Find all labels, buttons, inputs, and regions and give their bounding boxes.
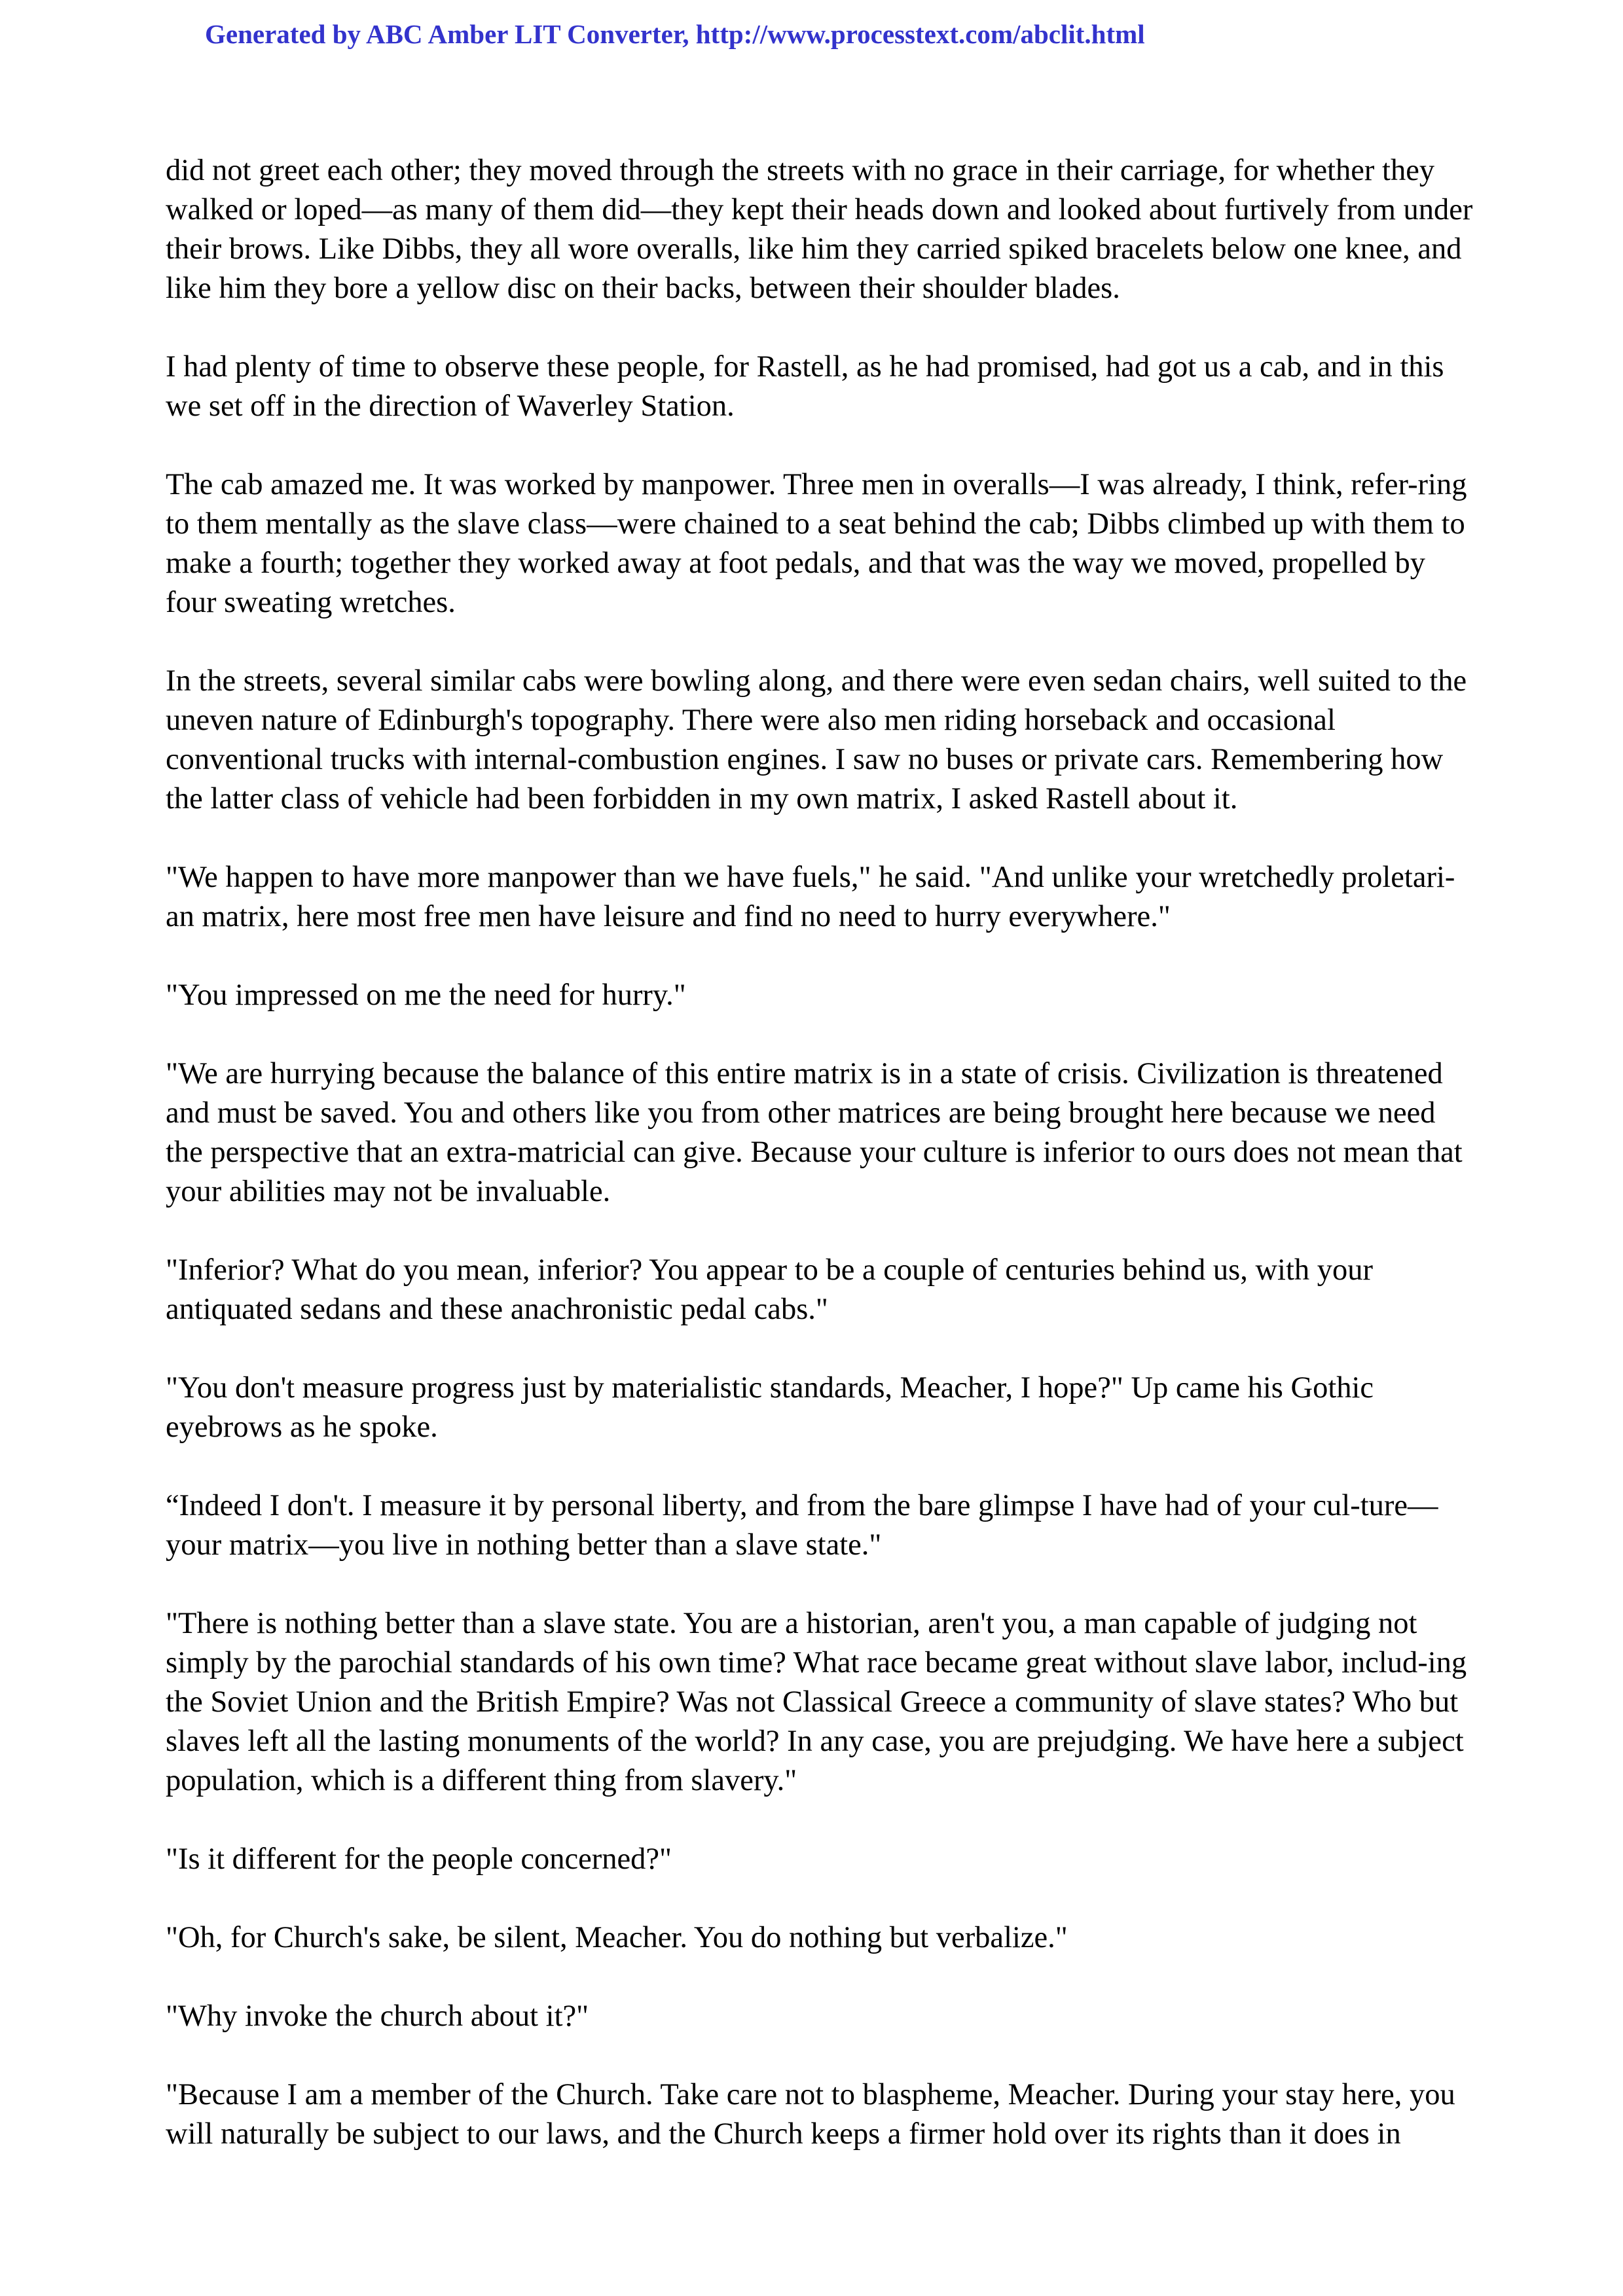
paragraph: "We are hurrying because the balance of this entire matrix is in a state of crisis. Civilization is threatened and must be saved. You and others like you from other matrices are being brought here because we need the perspective that an extra-matricial can give. Because your culture is inferior to ours does not mean that your abilities may not be invaluable. — [166, 1057, 1463, 1208]
paragraph: "There is nothing better than a slave state. You are a historian, aren't you, a man capable of judging not simply by the parochial standards of his own time? What race became great without slave labor, includ-ing the Soviet Union and the British Empire? Was not Classical Greece a community of slave states? Who but slaves left all the lasting monuments of the world? In any case, you are prejudging. We have here a subject population, which is a different thing from slavery." — [166, 1607, 1467, 1797]
paragraph: I had plenty of time to observe these people, for Rastell, as he had promised, had got us a cab, and in this we set off in the direction of Waverley Station. — [166, 350, 1444, 423]
paragraph: "Why invoke the church about it?" — [166, 2000, 589, 2033]
paragraph: "Inferior? What do you mean, inferior? You appear to be a couple of centuries behind us, with your antiquated sedans and these anachronistic pedal cabs." — [166, 1253, 1373, 1326]
paragraph: did not greet each other; they moved through the streets with no grace in their carriage, for whether they walked or loped—as many of them did—they kept their heads down and looked about furtively from under their brows. Like Dibbs, they all wore overalls, like him they carried spiked bracelets below one knee, and like him they bore a yellow disc on their backs, between their shoulder blades. — [166, 154, 1473, 305]
paragraph: "Is it different for the people concerned?" — [166, 1842, 672, 1876]
paragraph: In the streets, several similar cabs were bowling along, and there were even sedan chairs, well suited to the uneven nature of Edinburgh's topography. There were also men riding horseback and occasional conventional trucks with internal-combustion engines. I saw no buses or private cars. Remembering how the latter class of vehicle had been forbidden in my own matrix, I asked Rastell about it. — [166, 664, 1467, 816]
paragraph: “Indeed I don't. I measure it by personal liberty, and from the bare glimpse I have had of your cul-ture—your matrix—you live in nothing better than a slave state." — [166, 1489, 1438, 1562]
converter-header: Generated by ABC Amber LIT Converter, http://www.processtext.com/abclit.html — [205, 19, 1145, 49]
paragraph: "Oh, for Church's sake, be silent, Meacher. You do nothing but verbalize." — [166, 1921, 1068, 1954]
paragraph: "We happen to have more manpower than we have fuels," he said. "And unlike your wretchedly proletari-an matrix, here most free men have leisure and find no need to hurry everywhere." — [166, 861, 1455, 933]
paragraph: "Because I am a member of the Church. Take care not to blaspheme, Meacher. During your stay here, you will naturally be subject to our laws, and the Church keeps a firmer hold over its rights than it does in — [166, 2078, 1455, 2151]
paragraph: "You impressed on me the need for hurry." — [166, 978, 686, 1012]
page-body — [166, 151, 1475, 2193]
paragraph: "You don't measure progress just by materialistic standards, Meacher, I hope?" Up came his Gothic eyebrows as he spoke. — [166, 1371, 1374, 1444]
paragraph: The cab amazed me. It was worked by manpower. Three men in overalls—I was already, I think, refer-ring to them mentally as the slave class—were chained to a seat behind the cab; Dibbs climbed up with them to make a fourth; together they worked away at foot pedals, and that was the way we moved, propelled by four sweating wretches. — [166, 468, 1467, 619]
